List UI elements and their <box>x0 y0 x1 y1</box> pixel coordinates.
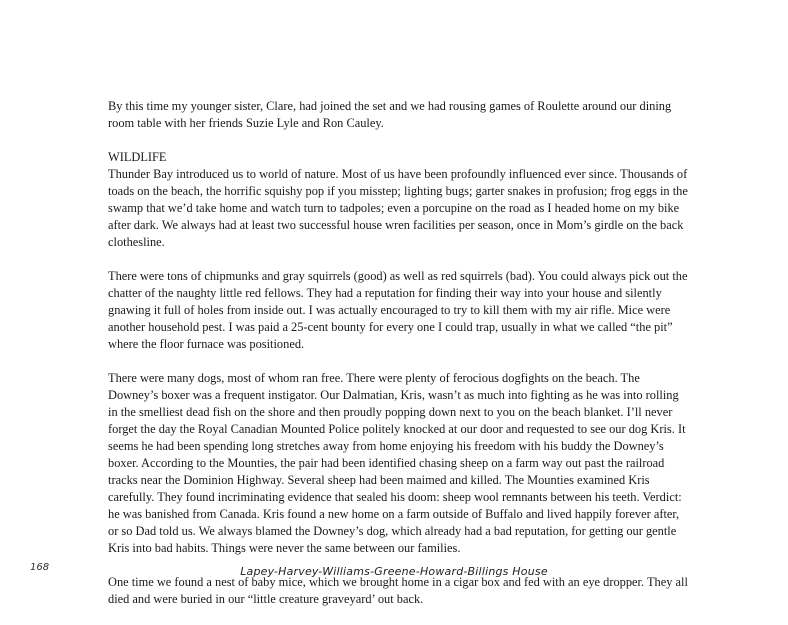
paragraph-intro: By this time my younger sister, Clare, had joined the set and we had rousing games of Roulette around our dining room table with her friends Suzie Lyle and Ron Cauley. <box>108 99 672 130</box>
paragraph-dogs: There were many dogs, most of whom ran free. There were plenty of ferocious dogfights on the beach. The Downey’s boxer was a frequent instigator. Our Dalmatian, Kris, wasn’t as much into fighting as he was into rolling in the smelliest dead fish on the shore and then proudly popping down next to you on the beach blanket. I’ll never forget the day the Royal Canadian Mounted Police politely knocked at our door and requested to see our dog Kris. It seems he had been spending long stretches away from home enjoying his freedom with his buddy the Downey’s boxer. According to the Mounties, the pair had been identified chasing sheep on a farm way out past the railroad tracks near the Dominion Highway. Several sheep had been maimed and killed. The Mounties examined Kris carefully. They found incriminating evidence that sealed his doom: sheep wool remnants between his teeth. Verdict: he was banished from Canada. Kris found a new home on a farm outside of Buffalo and lived happily forever after, or so Dad told us. We always blamed the Downey’s dog, which already had a bad reputation, for getting our gentle Kris into bad habits. Things were never the same between our families. <box>108 371 686 555</box>
paragraph-squirrels: There were tons of chipmunks and gray squirrels (good) as well as red squirrels (bad). You could always pick out the chatter of the naughty little red fellows. They had a reputation for finding their way into your house and silently gnawing it full of holes from inside out. I was actually encouraged to try to kill them with my air rifle. Mice were another household pest. I was paid a 25-cent bounty for every one I could trap, usually in what we called “the pit” where the floor furnace was positioned. <box>108 269 688 351</box>
paragraph-nature: Thunder Bay introduced us to world of nature. Most of us have been profoundly influenced ever since. Thousands of toads on the beach, the horrific squishy pop if you misstep; lighting bugs; garter snakes in profusion; frog eggs in the swamp that we’d take home and watch turn to tadpoles; even a porcupine on the road as I headed home on my bike after dark. We always had at least two successful house wren facilities per season, once in Mom’s girdle on the back clothesline. <box>108 167 688 249</box>
footer-title: Lapey-Harvey-Williams-Greene-Howard-Billings House <box>240 565 548 578</box>
paragraph-mice: One time we found a nest of baby mice, which we brought home in a cigar box and fed with an eye dropper. They all died and were buried in our “little creature graveyard’ out back. <box>108 575 688 606</box>
page-number: 168 <box>30 562 50 573</box>
page-body <box>108 98 688 625</box>
section-wildlife <box>108 149 688 251</box>
section-heading: WILDLIFE <box>108 150 167 164</box>
